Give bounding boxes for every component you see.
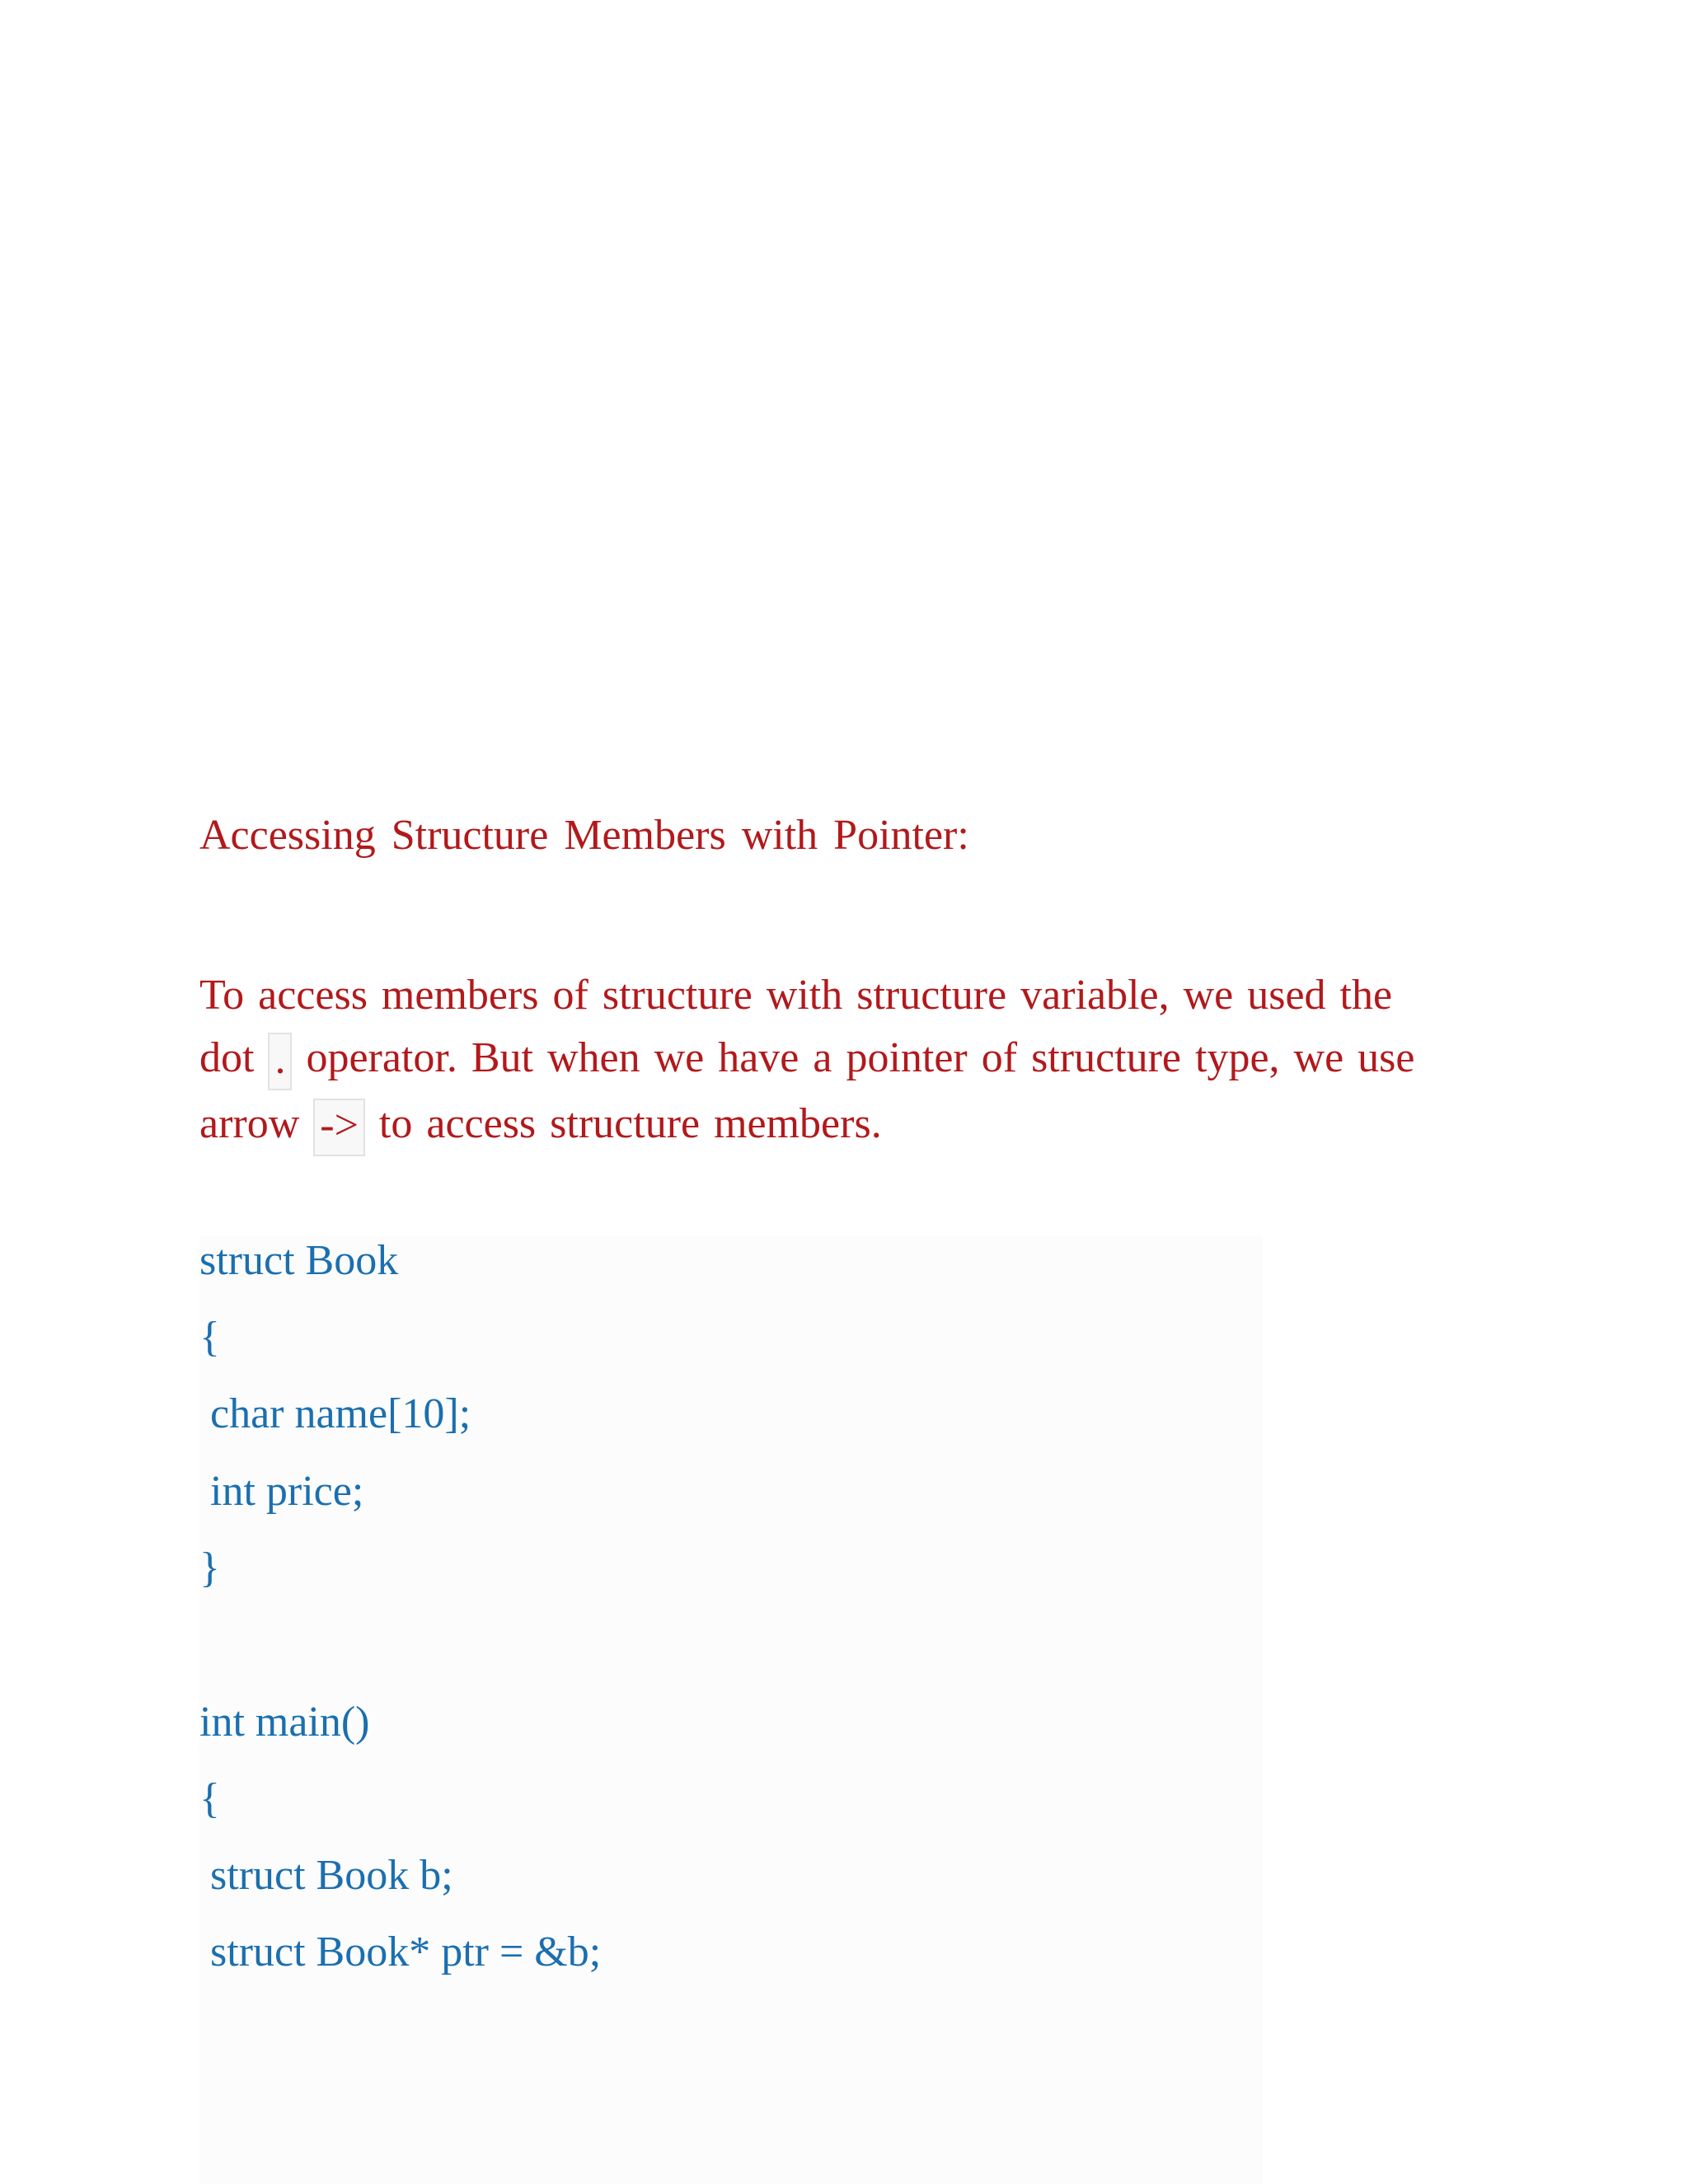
paragraph-text: arrow xyxy=(199,1100,300,1147)
section-heading: Accessing Structure Members with Pointer: xyxy=(199,812,969,859)
paragraph-text: operator. But when we have a pointer of structure type, we use xyxy=(306,1034,1415,1081)
explanation-paragraph xyxy=(199,964,1436,1155)
paragraph-line-3 xyxy=(199,1093,1436,1155)
inline-code-dot: . xyxy=(268,1033,292,1090)
paragraph-text: dot xyxy=(199,1034,255,1081)
code-line: struct Book b; xyxy=(199,1852,453,1899)
code-line: { xyxy=(199,1314,220,1361)
code-line: struct Book* ptr = &b; xyxy=(199,1929,602,1975)
code-line: int main() xyxy=(199,1699,370,1746)
code-block xyxy=(199,1236,1263,2184)
inline-code-arrow: -> xyxy=(313,1099,365,1156)
code-line: int price; xyxy=(199,1468,364,1515)
code-line: { xyxy=(199,1775,220,1822)
paragraph-line-1: To access members of structure with structure variable, we used the xyxy=(199,972,1393,1019)
code-line: char name[10]; xyxy=(199,1390,471,1437)
paragraph-text: to access structure members. xyxy=(378,1100,882,1147)
code-line: } xyxy=(199,1544,220,1591)
paragraph-line-2 xyxy=(199,1027,1436,1090)
code-line: struct Book xyxy=(199,1237,399,1284)
